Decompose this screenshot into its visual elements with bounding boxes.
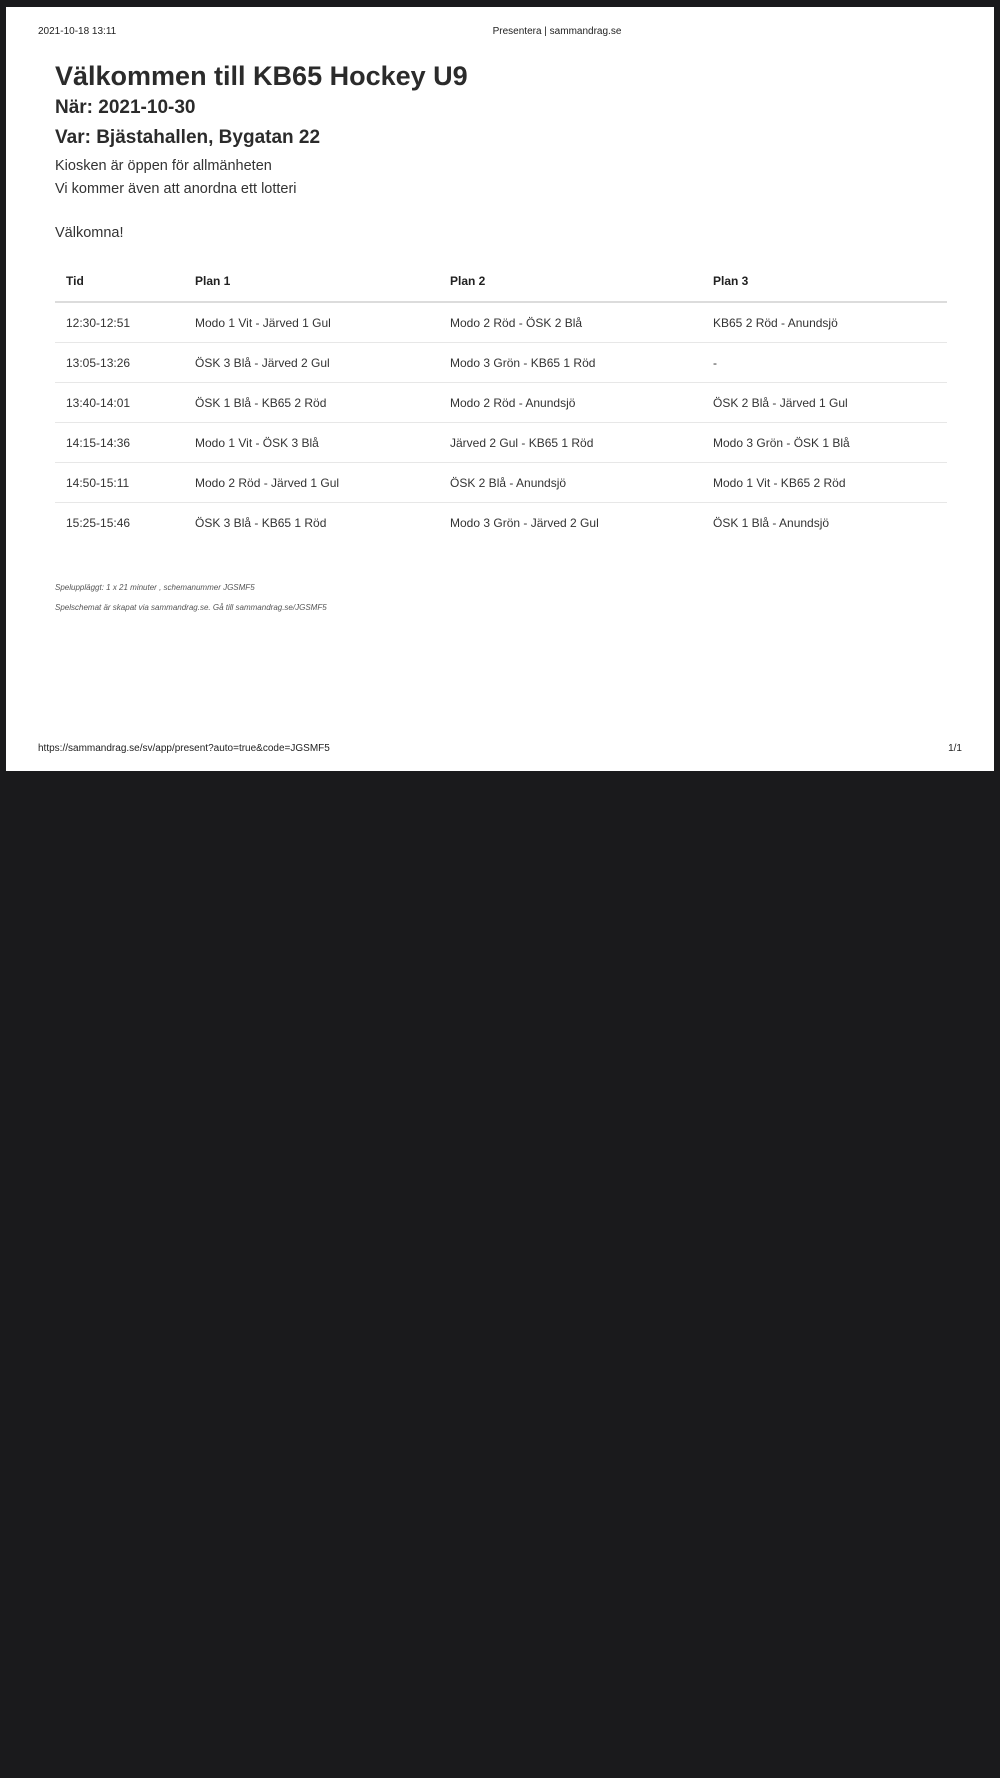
info-line-lottery: Vi kommer även att anordna ett lotteri — [55, 181, 297, 197]
note-created-by: Spelschemat är skapat via sammandrag.se. Gå till sammandrag.se/JGSMF5 — [55, 603, 327, 612]
schedule-table — [55, 261, 947, 542]
cell-plan-3: ÖSK 2 Blå - Järved 1 Gul — [702, 383, 947, 423]
table-row — [55, 383, 947, 423]
print-timestamp: 2021-10-18 13:11 — [38, 26, 117, 37]
cell-plan-1: Modo 1 Vit - ÖSK 3 Blå — [184, 423, 439, 463]
header-plan-1: Plan 1 — [184, 261, 439, 302]
page-title: Välkommen till KB65 Hockey U9 — [55, 61, 468, 91]
cell-plan-2: Modo 3 Grön - Järved 2 Gul — [450, 515, 599, 530]
table-row — [55, 463, 947, 503]
print-url: https://sammandrag.se/sv/app/present?auto=true&code=JGSMF5 — [38, 743, 330, 754]
page-content — [55, 59, 947, 618]
print-tab-title: Presentera | sammandrag.se — [492, 26, 622, 37]
cell-plan-1: ÖSK 1 Blå - KB65 2 Röd — [184, 383, 439, 423]
table-row — [55, 423, 947, 463]
cell-time: 14:15-14:36 — [55, 423, 184, 463]
cell-plan-3: Modo 1 Vit - KB65 2 Röd — [702, 463, 947, 503]
welcome-text: Välkomna! — [55, 225, 124, 241]
cell-time: 13:40-14:01 — [55, 383, 184, 423]
event-info — [55, 155, 947, 201]
printed-page — [6, 7, 994, 771]
header-plan-3: Plan 3 — [702, 261, 947, 302]
cell-plan-3: KB65 2 Röd - Anundsjö — [702, 302, 947, 343]
print-page-number: 1/1 — [948, 743, 962, 754]
table-row — [55, 343, 947, 383]
cell-plan-2: Modo 2 Röd - Anundsjö — [439, 383, 702, 423]
cell-plan-3: ÖSK 1 Blå - Anundsjö — [713, 515, 830, 530]
cell-time: 12:30-12:51 — [55, 302, 184, 343]
cell-plan-3: Modo 3 Grön - ÖSK 1 Blå — [702, 423, 947, 463]
table-row — [55, 302, 947, 343]
cell-plan-1: Modo 2 Röd - Järved 1 Gul — [184, 463, 439, 503]
note-format: Speluppläggt: 1 x 21 minuter , schemanummer JGSMF5 — [55, 583, 255, 592]
cell-plan-3: - — [702, 343, 947, 383]
event-location: Var: Bjästahallen, Bygatan 22 — [55, 127, 321, 148]
header-time: Tid — [55, 261, 184, 302]
info-line-kiosk: Kiosken är öppen för allmänheten — [55, 158, 272, 174]
cell-plan-1: Modo 1 Vit - Järved 1 Gul — [184, 302, 439, 343]
schedule-notes — [55, 578, 947, 618]
cell-plan-2: Modo 2 Röd - ÖSK 2 Blå — [439, 302, 702, 343]
table-header-row — [55, 261, 947, 302]
header-plan-2: Plan 2 — [439, 261, 702, 302]
cell-time: 15:25-15:46 — [66, 515, 131, 530]
cell-time: 13:05-13:26 — [55, 343, 184, 383]
table-row — [55, 503, 947, 543]
cell-plan-1: ÖSK 3 Blå - KB65 1 Röd — [195, 515, 327, 530]
cell-plan-2: Järved 2 Gul - KB65 1 Röd — [439, 423, 702, 463]
cell-plan-2: Modo 3 Grön - KB65 1 Röd — [439, 343, 702, 383]
cell-time: 14:50-15:11 — [55, 463, 184, 503]
event-date: När: 2021-10-30 — [55, 97, 196, 118]
cell-plan-2: ÖSK 2 Blå - Anundsjö — [439, 463, 702, 503]
cell-plan-1: ÖSK 3 Blå - Järved 2 Gul — [184, 343, 439, 383]
